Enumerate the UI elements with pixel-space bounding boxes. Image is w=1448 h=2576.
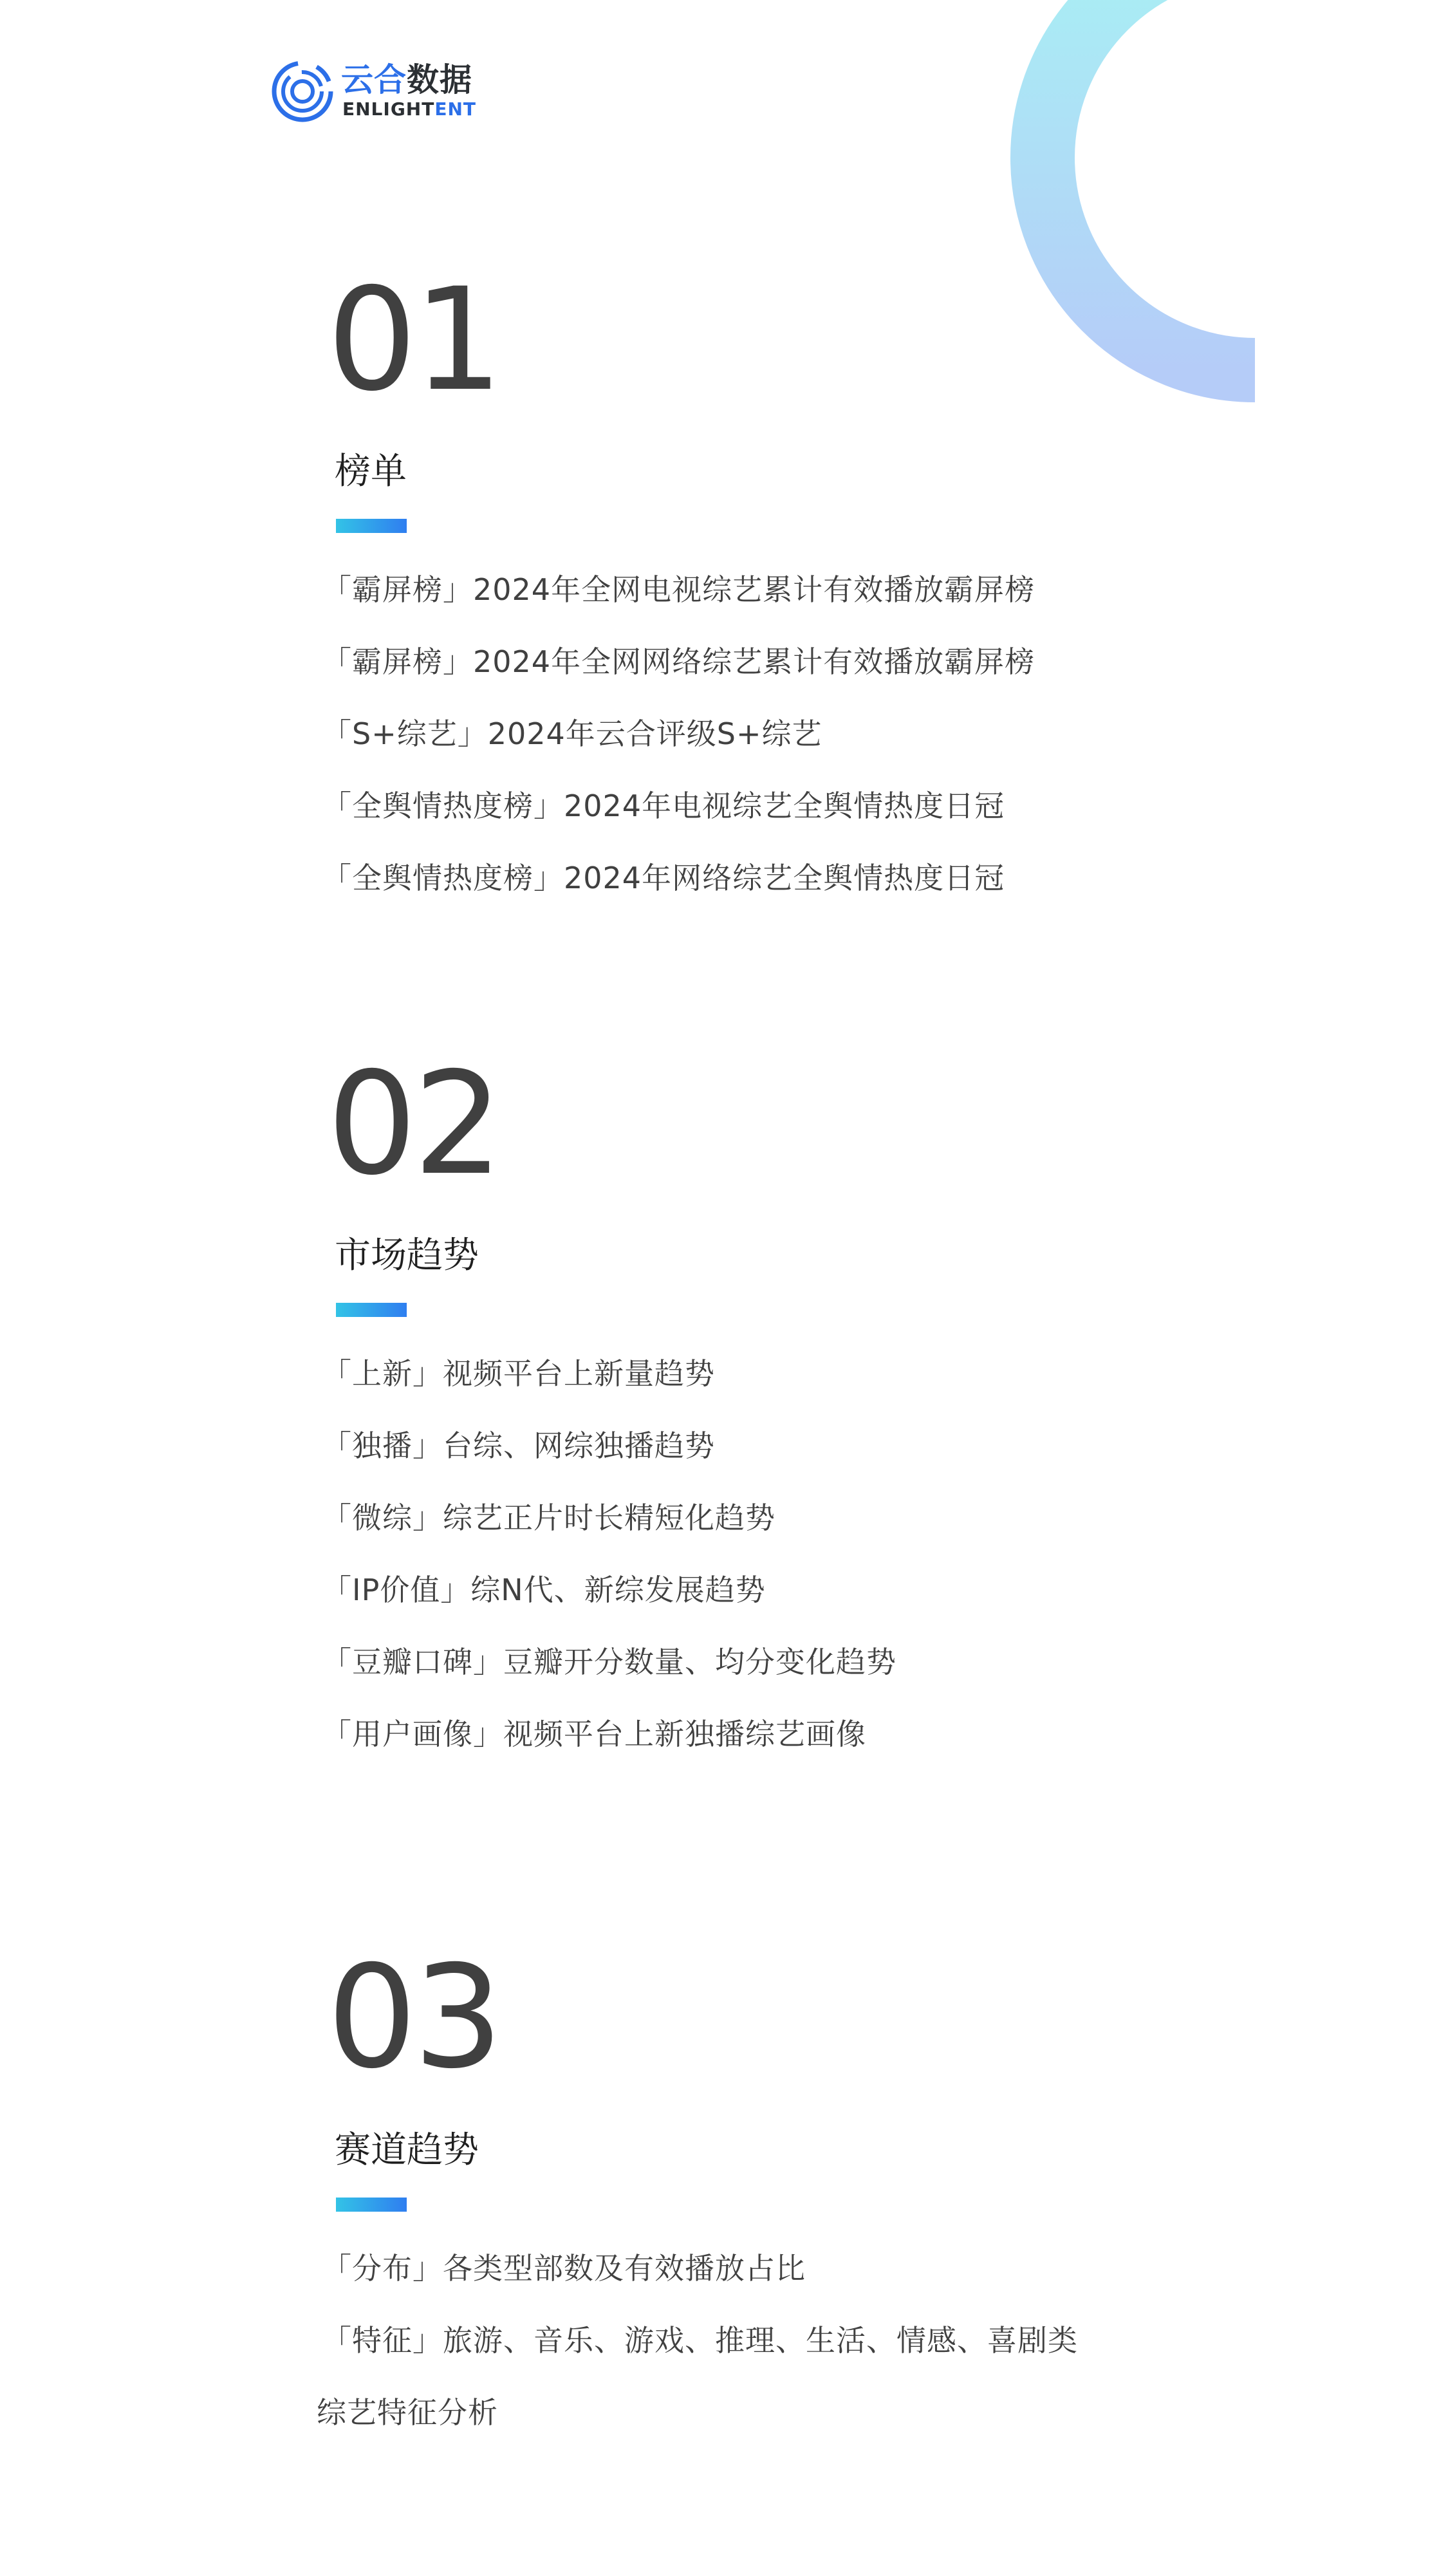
list-item: 「豆瓣口碑」豆瓣开分数量、均分变化趋势 — [322, 1645, 896, 1679]
section-number: 02 — [327, 1041, 499, 1206]
logo-name-cn — [341, 62, 472, 98]
decorative-ring-graphic — [1004, 0, 1448, 406]
logo-name-cn-part2: 数据 — [407, 61, 472, 98]
list-item: 「霸屏榜」2024年全网网络综艺累计有效播放霸屏榜 — [322, 644, 1035, 679]
section-accent-bar — [336, 1303, 407, 1317]
list-item: 「S+综艺」2024年云合评级S+综艺 — [322, 716, 822, 751]
list-item: 「微综」综艺正片时长精短化趋势 — [322, 1500, 775, 1535]
list-item: 「上新」视频平台上新量趋势 — [322, 1356, 715, 1391]
section-item-list — [317, 2232, 1078, 2449]
list-item: 「特征」旅游、音乐、游戏、推理、生活、情感、喜剧类 — [322, 2323, 1078, 2358]
list-item: 「全舆情热度榜」2024年网络综艺全舆情热度日冠 — [322, 861, 1005, 895]
list-item-continuation: 综艺特征分析 — [317, 2395, 498, 2430]
logo-mark-icon — [270, 59, 335, 124]
section-number: 01 — [327, 257, 499, 422]
logo-name-en-part2: ENT — [434, 98, 477, 120]
list-item: 「IP价值」综N代、新综发展趋势 — [322, 1573, 766, 1607]
logo-name-en-part1: ENLIGHT — [342, 98, 435, 120]
section-title: 榜单 — [335, 451, 407, 492]
list-item: 「分布」各类型部数及有效播放占比 — [322, 2251, 806, 2286]
list-item: 「霸屏榜」2024年全网电视综艺累计有效播放霸屏榜 — [322, 572, 1035, 607]
section-item-list — [322, 1338, 896, 1770]
section-accent-bar — [336, 2198, 407, 2212]
list-item: 「全舆情热度榜」2024年电视综艺全舆情热度日冠 — [322, 789, 1005, 823]
section-number: 03 — [327, 1935, 499, 2100]
section-accent-bar — [336, 519, 407, 533]
section-title: 市场趋势 — [335, 1235, 479, 1276]
section-title: 赛道趋势 — [335, 2129, 479, 2171]
list-item: 「独播」台综、网综独播趋势 — [322, 1428, 715, 1463]
logo-name-cn-part1: 云合 — [341, 61, 407, 98]
logo-name-en — [342, 99, 476, 120]
list-item: 「用户画像」视频平台上新独播综艺画像 — [322, 1717, 866, 1751]
section-item-list — [322, 554, 1035, 914]
